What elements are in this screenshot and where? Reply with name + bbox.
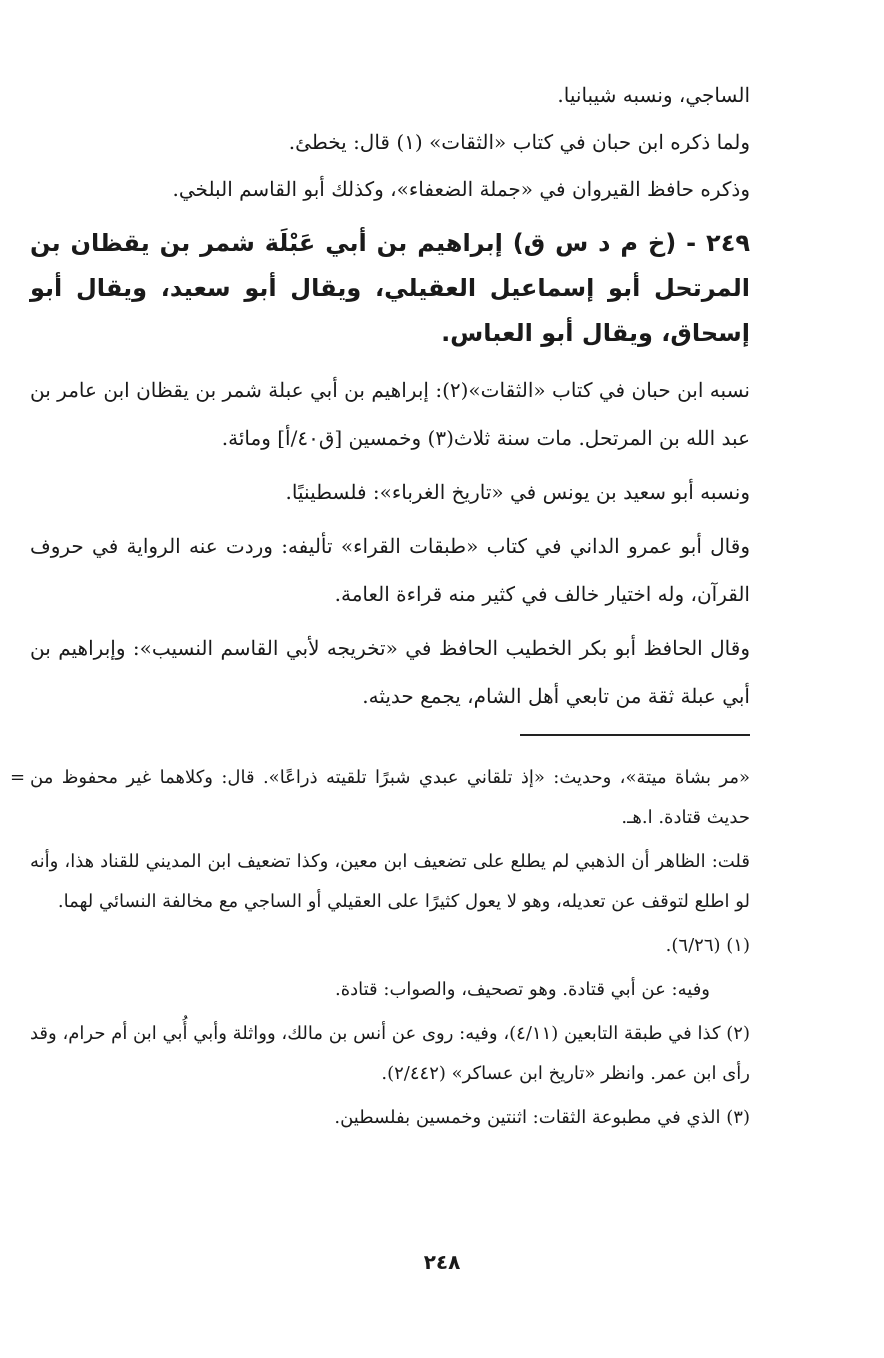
text-line: وذكره حافظ القيروان في «جملة الضعفاء»، وكذلك أبو القاسم البلخي. bbox=[172, 177, 750, 201]
footnote-text: «مر بشاة ميتة»، وحديث: «إذ تلقاني عبدي شبرًا تلقيته ذراعًا». قال: وكلاهما غير محفوظ من حديث قتادة. ا.هـ. bbox=[30, 767, 750, 828]
footnote-item bbox=[30, 926, 750, 966]
page-body bbox=[10, 80, 750, 1142]
footnote-continuation bbox=[10, 758, 750, 838]
footnote-text: الذي في مطبوعة الثقات: اثنتين وخمسين بفلسطين. bbox=[334, 1107, 721, 1128]
entry-heading: ٢٤٩ - (خ م د س ق) إبراهيم بن أبي عَبْلَة شمر بن يقظان بن المرتحل أبو إسماعيل العقيلي، ويقال أبو سعيد، ويقال أبو إسحاق، ويقال أبو العباس. bbox=[30, 229, 750, 347]
footnote-item bbox=[30, 1014, 750, 1094]
footnote-item bbox=[30, 1098, 750, 1138]
footnote-text: كذا في طبقة التابعين (٤/١١)، وفيه: روى عن أنس بن مالك، وواثلة وأبي أُبي ابن أم حرام، وقد رأى ابن عمر. وانظر «تاريخ ابن عساكر» (٢/٤٤٢). bbox=[29, 1023, 750, 1084]
footnote-text: وفيه: عن أبي قتادة. وهو تصحيف، والصواب: قتادة. bbox=[334, 979, 710, 1000]
footnote-text: (٦/٢٦). bbox=[665, 935, 721, 956]
footnote-divider bbox=[520, 734, 750, 736]
text-line: الساجي، ونسبه شيبانيا. bbox=[557, 83, 750, 107]
footnote-number: (٢) bbox=[726, 1023, 750, 1044]
paragraph: وقال أبو عمرو الداني في كتاب «طبقات القراء» تأليفه: وردت عنه الرواية في حروف القرآن، وله اختيار خالف في كثير منه قراءة العامة. bbox=[30, 534, 750, 606]
footnote-item bbox=[30, 970, 750, 1010]
text-line: ولما ذكره ابن حبان في كتاب «الثقات» (١) قال: يخطئ. bbox=[288, 130, 750, 154]
footnote-note: قلت: الظاهر أن الذهبي لم يطلع على تضعيف ابن معين، وكذا تضعيف ابن المديني للقناد هذا، وأنه لو اطلع لتوقف عن تعديله، وهو لا يعول كثيرًا على العقيلي أو الساجي مع مخالفة النسائي لهما. bbox=[30, 851, 750, 912]
page-number: ٢٤٨ bbox=[423, 1250, 461, 1274]
continuation-mark: = bbox=[10, 767, 26, 788]
paragraph: وقال الحافظ أبو بكر الخطيب الحافظ في «تخريجه لأبي القاسم النسيب»: وإبراهيم بن أبي عبلة ثقة من تابعي أهل الشام، يجمع حديثه. bbox=[30, 636, 750, 708]
footnote-number: (١) bbox=[726, 935, 750, 956]
paragraph: ونسبه أبو سعيد بن يونس في «تاريخ الغرباء»: فلسطينيًا. bbox=[285, 480, 750, 504]
paragraph: نسبه ابن حبان في كتاب «الثقات»(٢): إبراهيم بن أبي عبلة شمر بن يقظان ابن عامر بن عبد الله بن المرتحل. مات سنة ثلاث(٣) وخمسين [ق٤٠/أ] ومائة. bbox=[30, 378, 750, 450]
footnote-number: (٣) bbox=[726, 1107, 750, 1128]
